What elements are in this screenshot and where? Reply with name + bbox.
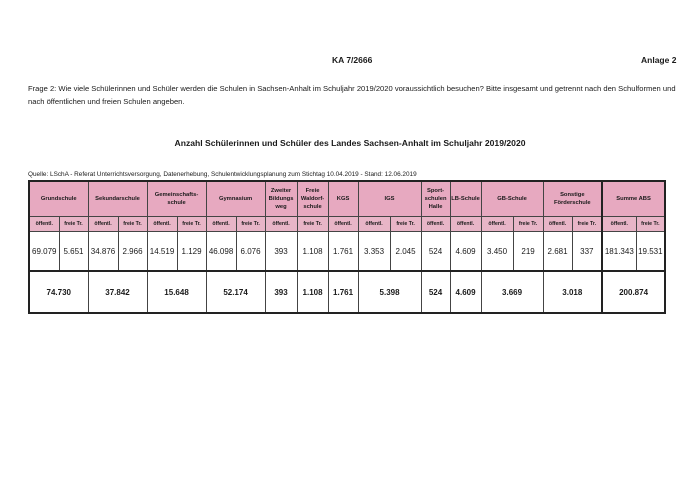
student-count-cell: 181.343: [602, 232, 636, 272]
carrier-header: freie Tr.: [513, 217, 543, 232]
school-type-header: Gemeinschafts-schule: [147, 181, 206, 217]
student-count-cell: 2.681: [543, 232, 572, 272]
carrier-header: freie Tr.: [236, 217, 265, 232]
carrier-header: freie Tr.: [59, 217, 88, 232]
carrier-header: öffentl.: [88, 217, 118, 232]
school-type-total-cell: 3.018: [543, 271, 602, 313]
school-type-total-cell: 4.609: [450, 271, 481, 313]
school-type-header: Gymnasium: [206, 181, 265, 217]
annex-label: Anlage 2: [641, 55, 677, 65]
carrier-header: öffentl.: [450, 217, 481, 232]
school-type-total-cell: 3.669: [481, 271, 543, 313]
student-count-cell: 2.045: [390, 232, 421, 272]
question-text: Frage 2: Wie viele Schülerinnen und Schüler werden die Schulen in Sachsen-Anhalt im Schuljahr 2019/2020 voraussichtlich besuchen? Bitte insgesamt und getrennt nach den Schulformen und nach öffentlichen und freien Schulen angeben.: [28, 84, 676, 106]
student-count-cell: 219: [513, 232, 543, 272]
page-header: [0, 55, 700, 69]
student-count-cell: 14.519: [147, 232, 177, 272]
student-count-cell: 4.609: [450, 232, 481, 272]
carrier-header: öffentl.: [206, 217, 236, 232]
carrier-header: freie Tr.: [297, 217, 328, 232]
carrier-header: öffentl.: [543, 217, 572, 232]
student-count-cell: 2.966: [118, 232, 147, 272]
school-type-header: Sonstige Förderschule: [543, 181, 602, 217]
document-number: KA 7/2666: [332, 55, 373, 65]
student-count-cell: 524: [421, 232, 450, 272]
school-type-total-cell: 37.842: [88, 271, 147, 313]
carrier-header: öffentl.: [602, 217, 636, 232]
carrier-header: öffentl.: [265, 217, 297, 232]
school-type-total-cell: 1.108: [297, 271, 328, 313]
student-count-cell: 69.079: [29, 232, 59, 272]
student-count-cell: 6.076: [236, 232, 265, 272]
school-type-header: GB-Schule: [481, 181, 543, 217]
school-type-header: KGS: [328, 181, 358, 217]
school-type-total-cell: 15.648: [147, 271, 206, 313]
carrier-header: freie Tr.: [636, 217, 665, 232]
student-count-cell: 1.761: [328, 232, 358, 272]
count-row: [29, 232, 665, 272]
student-count-cell: 337: [572, 232, 602, 272]
carrier-header: öffentl.: [147, 217, 177, 232]
student-count-cell: 3.353: [358, 232, 390, 272]
student-count-cell: 19.531: [636, 232, 665, 272]
student-count-cell: 34.876: [88, 232, 118, 272]
school-type-total-cell: 74.730: [29, 271, 88, 313]
table-title: Anzahl Schülerinnen und Schüler des Landes Sachsen-Anhalt im Schuljahr 2019/2020: [174, 138, 526, 148]
student-statistics-table: [28, 180, 666, 314]
school-type-header: IGS: [358, 181, 421, 217]
total-row: [29, 271, 665, 313]
school-type-total-cell: 524: [421, 271, 450, 313]
student-count-cell: 1.129: [177, 232, 206, 272]
student-count-cell: 1.108: [297, 232, 328, 272]
student-count-cell: 46.098: [206, 232, 236, 272]
school-type-header: LB-Schule: [450, 181, 481, 217]
school-type-header: Freie Waldorf-schule: [297, 181, 328, 217]
carrier-header: öffentl.: [358, 217, 390, 232]
school-type-header: Sport-schulen Halle: [421, 181, 450, 217]
student-count-cell: 393: [265, 232, 297, 272]
student-count-cell: 5.651: [59, 232, 88, 272]
carrier-header: freie Tr.: [572, 217, 602, 232]
school-type-total-cell: 1.761: [328, 271, 358, 313]
carrier-header: freie Tr.: [177, 217, 206, 232]
school-type-header: Zweiter Bildungs weg: [265, 181, 297, 217]
carrier-header-row: [29, 217, 665, 232]
school-type-total-cell: 200.874: [602, 271, 665, 313]
school-type-header: Sekundarschule: [88, 181, 147, 217]
carrier-header: öffentl.: [481, 217, 513, 232]
carrier-header: freie Tr.: [390, 217, 421, 232]
school-type-total-cell: 52.174: [206, 271, 265, 313]
carrier-header: freie Tr.: [118, 217, 147, 232]
student-count-cell: 3.450: [481, 232, 513, 272]
carrier-header: öffentl.: [328, 217, 358, 232]
carrier-header: öffentl.: [421, 217, 450, 232]
school-type-header-row: [29, 181, 665, 217]
school-type-total-cell: 5.398: [358, 271, 421, 313]
school-type-header: Grundschule: [29, 181, 88, 217]
school-type-header: Summe ABS: [602, 181, 665, 217]
source-note: Quelle: LSchA - Referat Unterrichtsversorgung, Datenerhebung, Schulentwicklungsplanung zum Stichtag 10.04.2019 - Stand: 12.06.2019: [28, 171, 417, 178]
carrier-header: öffentl.: [29, 217, 59, 232]
school-type-total-cell: 393: [265, 271, 297, 313]
